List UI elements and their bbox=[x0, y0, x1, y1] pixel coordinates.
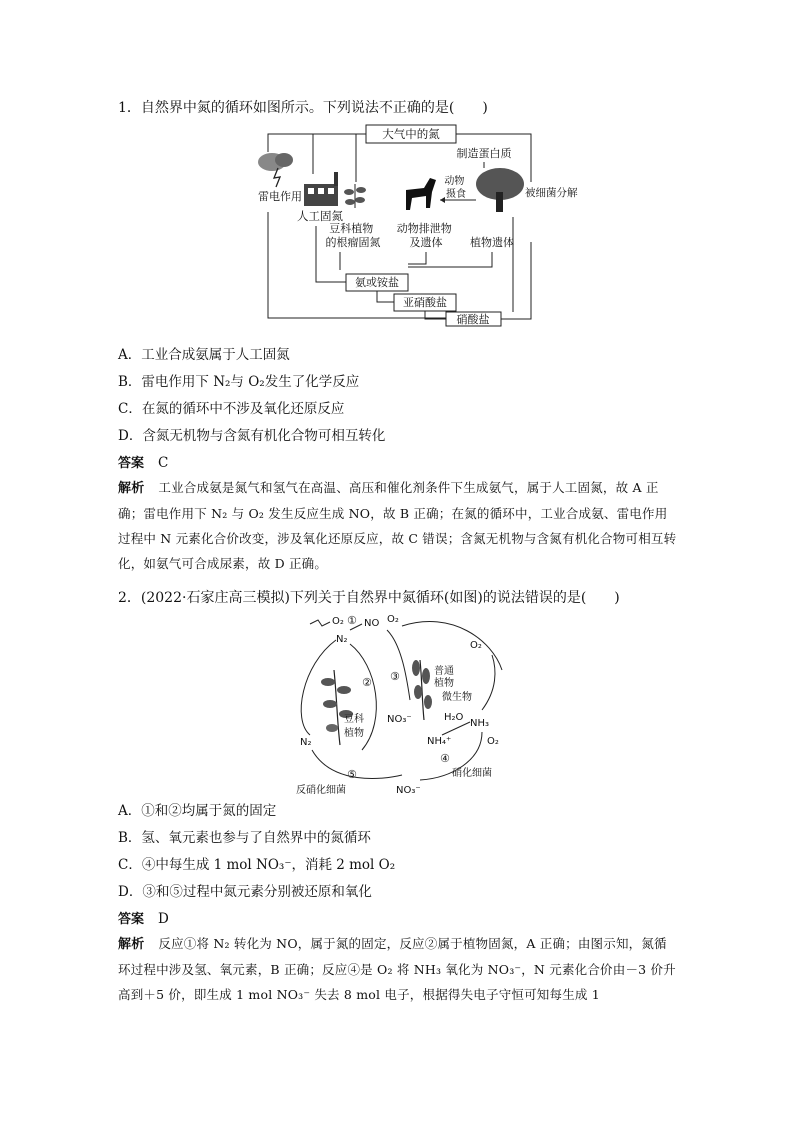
step1: ① bbox=[347, 614, 357, 627]
atm-to-lightning-line bbox=[268, 134, 366, 152]
o2-1: O₂ bbox=[332, 616, 344, 627]
legume-label: 豆科植物 的根瘤固氮 bbox=[325, 222, 381, 249]
lightning-label: 雷电作用 bbox=[258, 190, 302, 203]
legume-plant-icon bbox=[344, 184, 366, 208]
q1-analysis-text: 工业合成氨是氮气和氢气在高温、高压和催化剂条件下生成氨气，属于人工固氮，故 A 正确；雷电作用下 N₂ 与 O₂ 发生反应生成 NO，故 B 正确；在氮的循环中，工业合成氨、雷电作用过程中 N 元素化合价改变，涉及氧化还原反应，故 C 错误；含氮无机物与含氮有机化合物可相互转化，如氨气可合成尿素，故 D 正确。 bbox=[118, 480, 677, 571]
q1-nitrogen-cycle-diagram bbox=[248, 122, 578, 327]
q1-stem: 1．自然界中氮的循环如图所示。下列说法不正确的是( ) bbox=[118, 100, 488, 116]
nh4-to-nh3-line bbox=[442, 722, 470, 735]
n2-left: N₂ bbox=[300, 737, 312, 748]
q2-option-d: D．③和⑤过程中氮元素分别被还原和氧化 bbox=[118, 884, 372, 900]
q1-option-c: C．在氮的循环中不涉及氧化还原反应 bbox=[118, 401, 345, 417]
q1-answer-label: 答案 bbox=[118, 456, 145, 471]
tree-icon bbox=[476, 168, 524, 212]
horse-icon bbox=[406, 178, 436, 210]
q1-analysis-label: 解析 bbox=[118, 481, 145, 496]
plant-remains-label: 植物遗体 bbox=[470, 236, 514, 249]
ordinary-plant-icon bbox=[412, 660, 432, 720]
o2-2: O₂ bbox=[387, 614, 399, 625]
no3-bottom: NO₃⁻ bbox=[396, 785, 421, 796]
q2-analysis-text: 反应①将 N₂ 转化为 NO，属于氮的固定，反应②属于植物固氮，A 正确；由图示知，氮循环过程中涉及氢、氧元素，B 正确；反应④是 O₂ 将 NH₃ 氧化为 NO₃⁻，N 元素化合价由－3 价升高到＋5 价，即生成 1 mol NO₃⁻ 失去 8 mol 电子，根据得失电子守恒可知每生成 1 bbox=[118, 936, 676, 1002]
step3: ③ bbox=[390, 670, 400, 683]
n2-top: N₂ bbox=[336, 634, 348, 645]
ammonia-label: 氨或铵盐 bbox=[355, 276, 399, 289]
q1-answer-value: C bbox=[158, 455, 169, 471]
q2-stem: 2．(2022·石家庄高三模拟)下列关于自然界中氮循环(如图)的说法错误的是( ) bbox=[118, 590, 620, 606]
protein-label: 制造蛋白质 bbox=[456, 147, 512, 160]
q2-option-b: B．氢、氧元素也参与了自然界中的氮循环 bbox=[118, 830, 371, 846]
nh4-label: NH₄⁺ bbox=[427, 736, 452, 747]
o2-3: O₂ bbox=[470, 640, 482, 651]
denitrifying-label: 反硝化细菌 bbox=[296, 785, 346, 796]
factory-icon bbox=[304, 172, 338, 206]
nitrate-label: 硝酸盐 bbox=[456, 313, 490, 326]
q1-analysis bbox=[118, 475, 678, 576]
no-label: NO bbox=[364, 618, 380, 629]
artificial-label: 人工固氮 bbox=[297, 209, 343, 223]
q1-option-a: A．工业合成氨属于人工固氮 bbox=[118, 347, 290, 363]
step4: ④ bbox=[440, 752, 450, 765]
q2-answer-label: 答案 bbox=[118, 912, 145, 927]
q1-option-d: D．含氮无机物与含氮有机化合物可相互转化 bbox=[118, 428, 386, 444]
no3-mid: NO₃⁻ bbox=[387, 714, 412, 725]
nh3-label: NH₃ bbox=[470, 718, 490, 729]
ordinary-plant-label: 普通 植物 bbox=[434, 666, 454, 689]
no-to-no3-line bbox=[387, 630, 410, 700]
atmosphere-label: 大气中的氮 bbox=[382, 127, 440, 141]
step5: ⑤ bbox=[347, 768, 357, 781]
plant-to-ammonia-line bbox=[408, 252, 492, 267]
q2-answer-value: D bbox=[158, 911, 169, 927]
nh3-up-line bbox=[482, 655, 495, 710]
nitrate-to-tree-line bbox=[501, 242, 531, 319]
bottom-loop bbox=[312, 750, 402, 779]
animal-eat-label: 动物 摄食 bbox=[444, 176, 466, 200]
q2-option-a: A．①和②均属于氮的固定 bbox=[118, 803, 277, 819]
q1-answer bbox=[118, 452, 168, 471]
lightning-icon bbox=[310, 620, 330, 626]
excreta-label: 动物排泄物 及遗体 bbox=[396, 222, 452, 249]
q1-option-b: B．雷电作用下 N₂与 O₂发生了化学反应 bbox=[118, 374, 360, 390]
o2-4: O₂ bbox=[487, 736, 499, 747]
microbe-label: 微生物 bbox=[442, 692, 472, 703]
nitrifying-label: 硝化细菌 bbox=[452, 768, 492, 779]
ammonia-to-nitrite-line bbox=[377, 291, 394, 302]
q2-answer bbox=[118, 908, 169, 927]
step2: ② bbox=[362, 676, 372, 689]
excreta-to-ammonia-line bbox=[408, 252, 426, 264]
q2-legume-label: 豆科 植物 bbox=[344, 714, 364, 739]
q2-option-c: C．④中每生成 1 mol NO₃⁻，消耗 2 mol O₂ bbox=[118, 857, 396, 873]
q2-nitrogen-cycle-diagram bbox=[292, 610, 522, 795]
left-loop bbox=[301, 640, 336, 735]
q2-analysis bbox=[118, 931, 678, 1007]
cloud-lightning-icon bbox=[258, 153, 293, 187]
bacteria-label: 被细菌分解 bbox=[525, 187, 578, 199]
q2-analysis-label: 解析 bbox=[118, 937, 145, 952]
nitrite-label: 亚硝酸盐 bbox=[403, 296, 447, 309]
h2o-label: H₂O bbox=[444, 712, 464, 723]
